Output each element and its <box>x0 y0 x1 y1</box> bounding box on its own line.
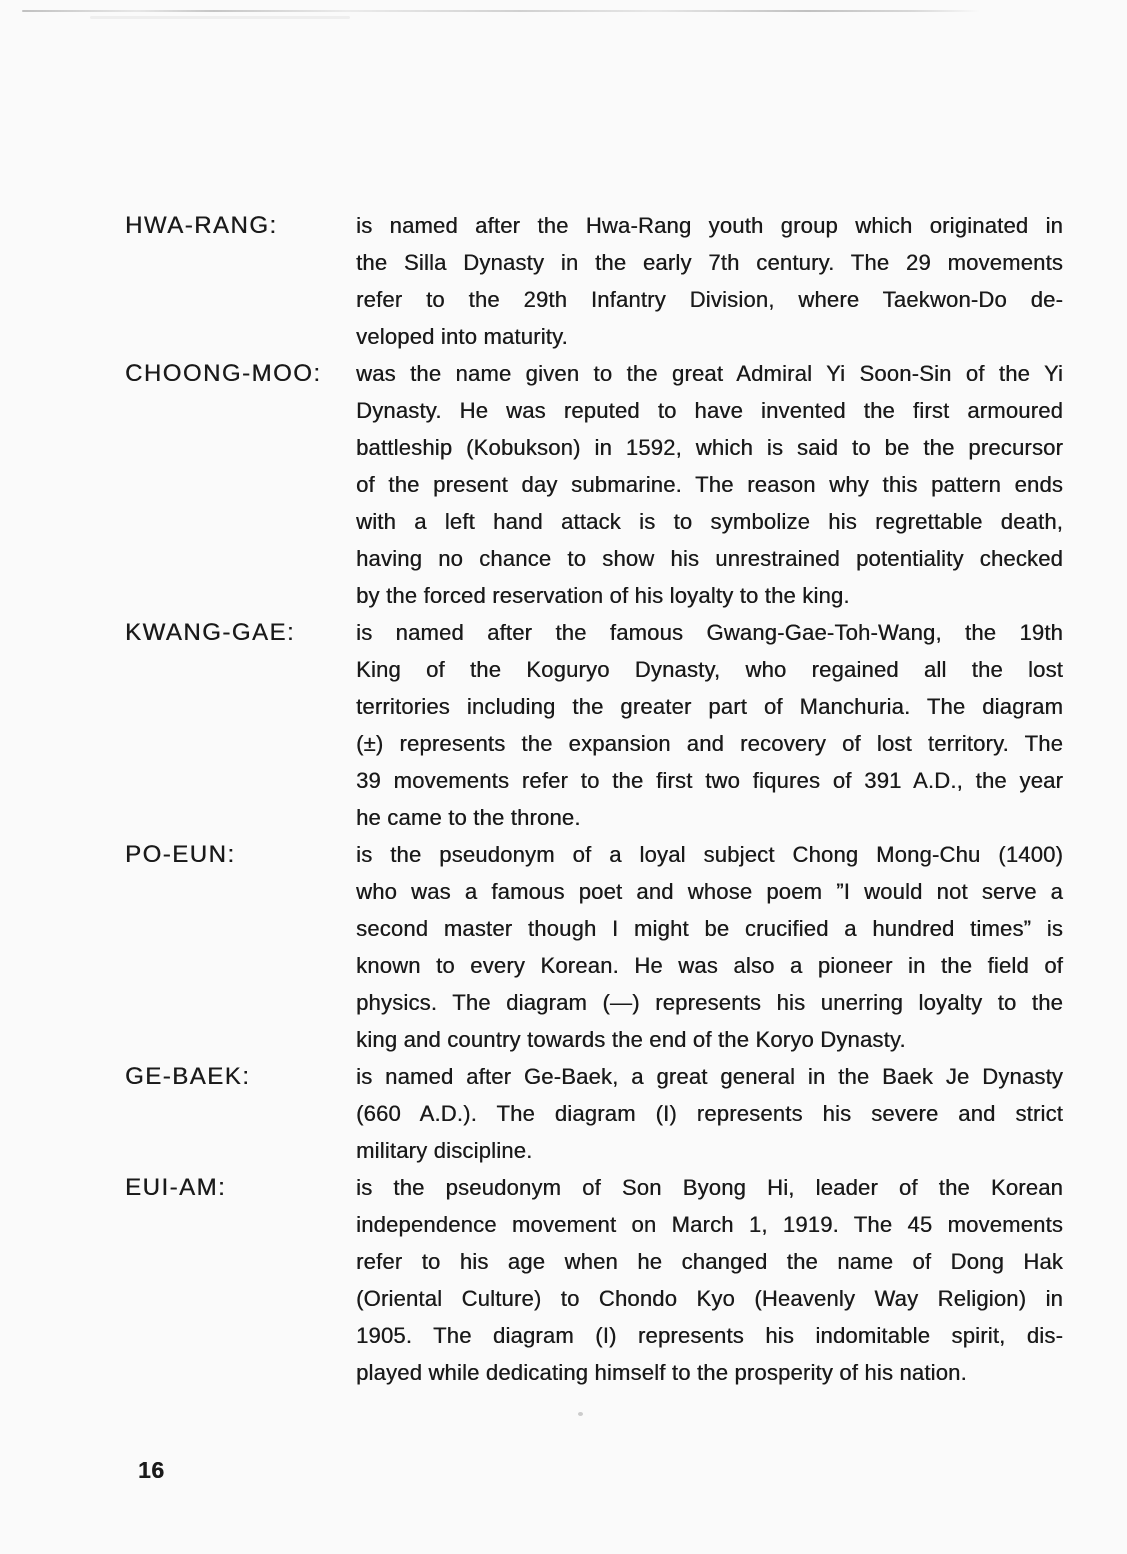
definition-line: refer to the 29th Infantry Division, where Taekwon-Do de- <box>356 287 1063 312</box>
definition-line: known to every Korean. He was also a pioneer in the field of <box>356 953 1063 978</box>
definition-line: (±) represents the expansion and recovery of lost territory. The <box>356 731 1063 756</box>
definition-line: who was a famous poet and whose poem ”I would not serve a <box>356 879 1063 904</box>
definition-line: by the forced reservation of his loyalty to the king. <box>356 583 850 608</box>
definition-line: is the pseudonym of a loyal subject Chong Mong-Chu (1400) <box>356 842 1063 867</box>
definition-line: 39 movements refer to the first two fiqures of 391 A.D., the year <box>356 768 1063 793</box>
definition-line: king and country towards the end of the Koryo Dynasty. <box>356 1027 906 1052</box>
definition-line: physics. The diagram (—) represents his unerring loyalty to the <box>356 990 1063 1015</box>
definition-line: veloped into maturity. <box>356 324 568 349</box>
pattern-definition-list <box>125 207 1063 1391</box>
pattern-definition <box>356 1169 1063 1391</box>
pattern-entry <box>125 614 1063 836</box>
pattern-definition <box>356 1058 1063 1169</box>
definition-line: military discipline. <box>356 1138 533 1163</box>
pattern-definition <box>356 207 1063 355</box>
definition-line: with a left hand attack is to symbolize his regrettable death, <box>356 509 1063 534</box>
pattern-definition <box>356 836 1063 1058</box>
scan-artifact-line <box>22 10 980 12</box>
definition-line: territories including the greater part of Manchuria. The diagram <box>356 694 1063 719</box>
pattern-definition <box>356 614 1063 836</box>
definition-line: played while dedicating himself to the prosperity of his nation. <box>356 1360 967 1385</box>
definition-line: King of the Koguryo Dynasty, who regained all the lost <box>356 657 1063 682</box>
definition-line: refer to his age when he changed the name of Dong Hak <box>356 1249 1063 1274</box>
definition-line: having no chance to show his unrestrained potentiality checked <box>356 546 1063 571</box>
definition-line: independence movement on March 1, 1919. The 45 movements <box>356 1212 1063 1237</box>
pattern-name: GE-BAEK: <box>125 1063 251 1090</box>
pattern-definition <box>356 355 1063 614</box>
definition-line: is named after Ge-Baek, a great general in the Baek Je Dynasty <box>356 1064 1063 1089</box>
pattern-name: KWANG-GAE: <box>125 619 296 646</box>
definition-line: is named after the famous Gwang-Gae-Toh-Wang, the 19th <box>356 620 1063 645</box>
definition-line: (Oriental Culture) to Chondo Kyo (Heavenly Way Religion) in <box>356 1286 1063 1311</box>
definition-line: second master though I might be crucified a hundred times” is <box>356 916 1063 941</box>
pattern-name: CHOONG-MOO: <box>125 360 322 387</box>
definition-line: is named after the Hwa-Rang youth group which originated in <box>356 213 1063 238</box>
page-number: 16 <box>138 1457 165 1483</box>
pattern-entry <box>125 355 1063 614</box>
pattern-entry <box>125 207 1063 355</box>
definition-line: 1905. The diagram (I) represents his indomitable spirit, dis- <box>356 1323 1063 1348</box>
definition-line: Dynasty. He was reputed to have invented the first armoured <box>356 398 1063 423</box>
definition-line: (660 A.D.). The diagram (I) represents his severe and strict <box>356 1101 1063 1126</box>
definition-line: battleship (Kobukson) in 1592, which is said to be the precursor <box>356 435 1063 460</box>
pattern-entry <box>125 1169 1063 1391</box>
pattern-name: EUI-AM: <box>125 1174 227 1201</box>
pattern-entry <box>125 1058 1063 1169</box>
definition-line: he came to the throne. <box>356 805 581 830</box>
definition-line: is the pseudonym of Son Byong Hi, leader of the Korean <box>356 1175 1063 1200</box>
definition-line: was the name given to the great Admiral Yi Soon-Sin of the Yi <box>356 361 1063 386</box>
scan-speckle <box>578 1412 583 1416</box>
pattern-entry <box>125 836 1063 1058</box>
pattern-name: PO-EUN: <box>125 841 236 868</box>
definition-line: of the present day submarine. The reason why this pattern ends <box>356 472 1063 497</box>
scan-artifact-smudge <box>90 16 350 19</box>
pattern-name: HWA-RANG: <box>125 212 278 239</box>
definition-line: the Silla Dynasty in the early 7th century. The 29 movements <box>356 250 1063 275</box>
